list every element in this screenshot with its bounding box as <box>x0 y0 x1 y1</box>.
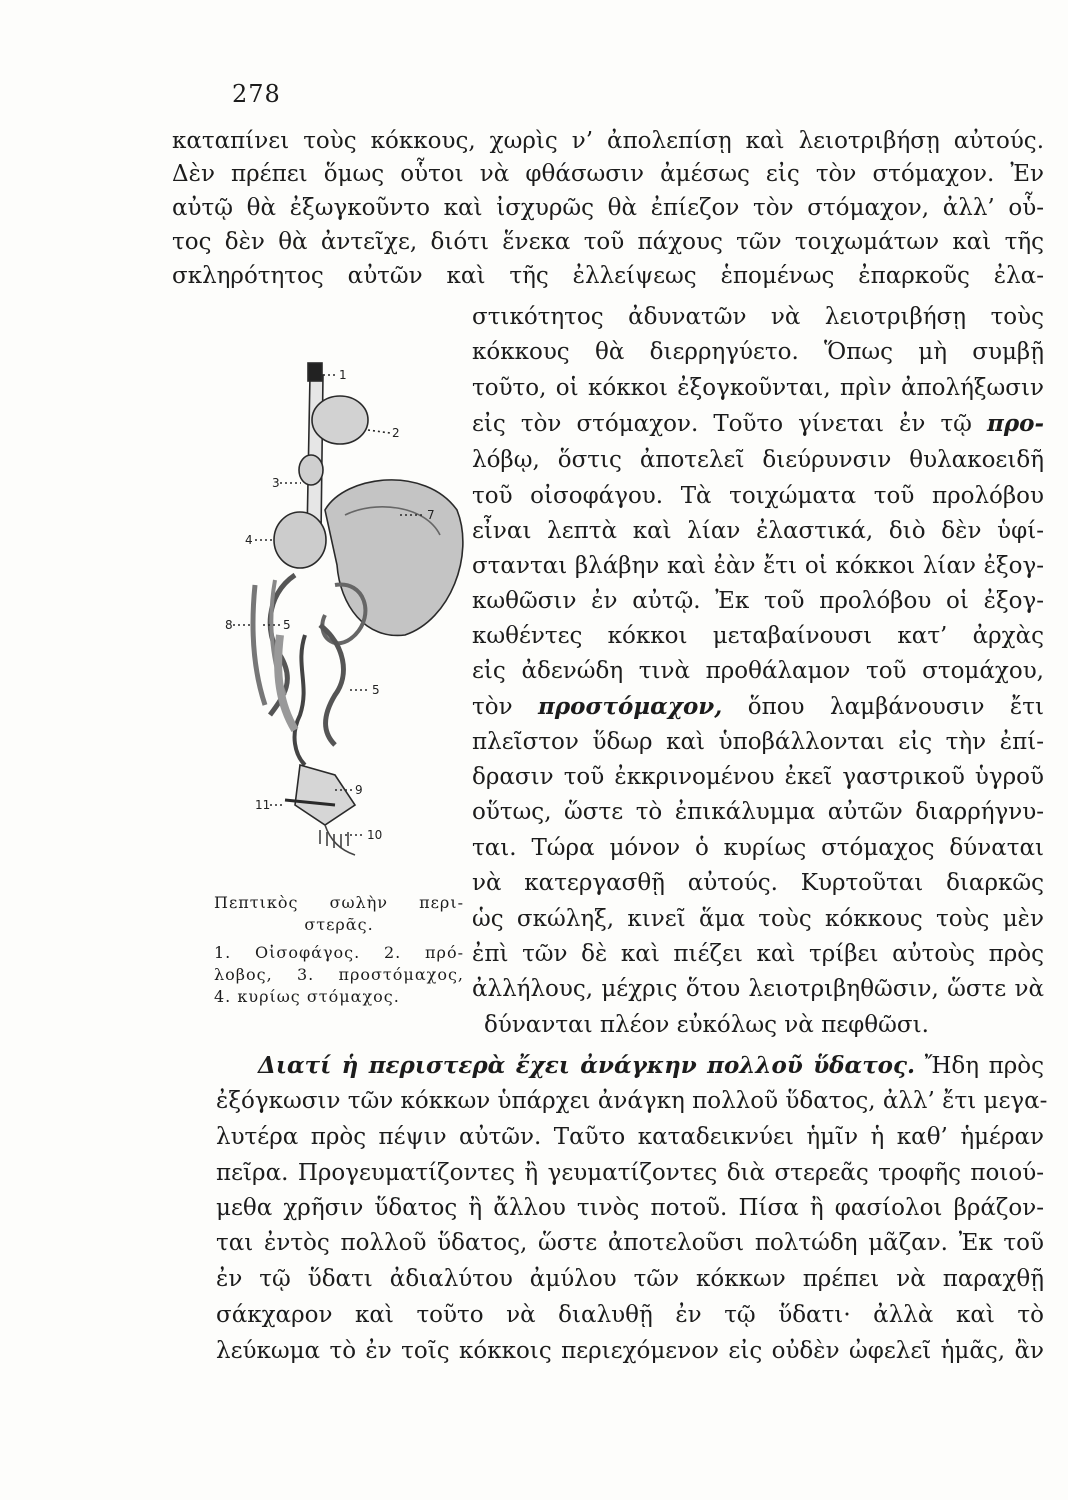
digestive-tract-figure <box>225 335 470 880</box>
text-line: ἐξόγκωσιν τῶν κόκκων ὑπάρχει ἀνάγκη πολλοῦ ὕδατος, ἀλλ’ ἔτι μεγα- <box>216 1088 1048 1114</box>
figure-label: 3 <box>272 476 280 490</box>
text-line: λυτέρα πρὸς πέψιν αὐτῶν. Ταῦτο καταδεικνύει ἡμῖν ἡ καθ’ ἡμέραν <box>216 1124 1044 1150</box>
text-line: σκληρότητος αὐτῶν καὶ τῆς ἐλλείψεως ἑπομένως ἐπαρκοῦς ἐλα- <box>172 263 1044 289</box>
text-line: αὐτῷ θὰ ἐξωγκοῦντο καὶ ἰσχυρῶς θὰ ἐπίεζον τὸν στόμαχον, ἀλλ’ οὗ- <box>172 195 1044 221</box>
text-segment: εἰς τὸν στόμαχον. Τοῦτο γίνεται ἐν τῷ <box>472 411 972 437</box>
figure-label: 4 <box>245 533 253 547</box>
text-line: ται ἐντὸς πολλοῦ ὕδατος, ὥστε ἀποτελοῦσι πολτώδη μᾶζαν. Ἐκ τοῦ <box>216 1230 1044 1256</box>
text-line: κόκκους θὰ διερρηγύετο. Ὅπως μὴ συμβῇ <box>472 339 1044 365</box>
figure-label: 11 <box>255 798 271 812</box>
section-heading-line <box>258 1051 1044 1081</box>
text-line: κωθῶσιν ἐν αὐτῷ. Ἐκ τοῦ προλόβου οἱ ἐξογ- <box>472 588 1044 614</box>
text-segment: ὅπου λαμβάνουσιν ἔτι <box>747 694 1044 720</box>
caption-line: 4. κυρίως στόμαχος. <box>214 987 400 1006</box>
figure-label: 8 <box>225 618 233 632</box>
text-line: Δὲν πρέπει ὅμως οὗτοι νὰ φθάσωσιν ἀμέσως εἰς τὸν στόμαχον. Ἐν <box>172 161 1044 187</box>
emphasized-term: προστόμαχον, <box>538 693 723 720</box>
text-line: νὰ κατεργασθῇ αὐτούς. Κυρτοῦται διαρκῶς <box>472 870 1044 896</box>
caption-line: λοβος, 3. προστόμαχος, <box>214 965 464 984</box>
text-line: στικότητος ἀδυνατῶν νὰ λειοτριβήσῃ τοὺς <box>472 304 1044 330</box>
text-line <box>472 409 1044 439</box>
caption-line: Πεπτικὸς σωλὴν περι- <box>214 893 464 912</box>
text-line: τος δὲν θὰ ἀντεῖχε, διότι ἕνεκα τοῦ πάχους τῶν τοιχωμάτων καὶ τῆς <box>172 229 1044 255</box>
figure-label: 10 <box>367 828 383 842</box>
text-line <box>472 692 1044 722</box>
text-line: μεθα χρῆσιν ὕδατος ἢ ἄλλου τινὸς ποτοῦ. Πίσα ἢ φασίολοι βράζον- <box>216 1195 1044 1221</box>
text-line: λεύκωμα τὸ ἐν τοῖς κόκκοις περιεχόμενον εἰς οὐδὲν ὠφελεῖ ἡμᾶς, ἂν <box>216 1338 1044 1364</box>
figure-label: 9 <box>355 783 363 797</box>
caption-line: 1. Οἰσοφάγος. 2. πρό- <box>214 943 464 962</box>
text-line: ται. Τώρα μόνον ὁ κυρίως στόμαχος δύναται <box>472 835 1044 861</box>
text-line: εἶναι λεπτὰ καὶ λίαν ἐλαστικά, διὸ δὲν ὑφί- <box>472 518 1044 544</box>
text-segment: τὸν <box>472 694 513 720</box>
text-line: ὡς σκώληξ, κινεῖ ἅμα τοὺς κόκκους τοὺς μὲν <box>472 906 1044 932</box>
figure-label: 5 <box>283 618 291 632</box>
text-line: τοῦ οἰσοφάγου. Τὰ τοιχώματα τοῦ προλόβου <box>472 483 1044 509</box>
figure-label: 5 <box>372 683 380 697</box>
digestive-tract-illustration <box>225 335 470 880</box>
figure-caption <box>214 892 464 1008</box>
text-line: δρασιν τοῦ ἐκκρινομένου ἐκεῖ γαστρικοῦ ὑγροῦ <box>472 764 1044 790</box>
text-line: δύνανται πλέον εὐκόλως νὰ πεφθῶσι. <box>484 1012 929 1038</box>
section-heading: Διατί ἡ περιστερὰ ἔχει ἀνάγκην πολλοῦ ὕδατος. <box>258 1052 916 1079</box>
text-line: κωθέντες κόκκοι μεταβαίνουσι κατ’ ἀρχὰς <box>472 623 1044 649</box>
text-line: ἐπὶ τῶν δὲ καὶ πιέζει καὶ τρίβει αὐτοὺς πρὸς <box>472 941 1044 967</box>
text-line: στανται βλάβην καὶ ἐὰν ἔτι οἱ κόκκοι λίαν ἐξογ- <box>472 553 1044 579</box>
figure-label: 1 <box>339 368 347 382</box>
caption-line: στερᾶς. <box>304 915 374 934</box>
text-line: ἐν τῷ ὕδατι ἀδιαλύτου ἀμύλου τῶν κόκκων πρέπει νὰ παραχθῇ <box>216 1266 1044 1292</box>
text-line: λόβῳ, ὅστις ἀποτελεῖ διεύρυνσιν θυλακοειδῆ <box>472 447 1044 473</box>
emphasized-term: προ- <box>986 410 1045 437</box>
text-line: οὕτως, ὥστε τὸ ἐπικάλυμμα αὐτῶν διαρρήγνυ- <box>472 799 1044 825</box>
figure-label: 2 <box>392 426 400 440</box>
text-line: καταπίνει τοὺς κόκκους, χωρὶς ν’ ἀπολεπίσῃ καὶ λειοτριβήσῃ αὐτούς. <box>172 128 1044 154</box>
text-line: σάκχαρον καὶ τοῦτο νὰ διαλυθῇ ἐν τῷ ὕδατι· ἀλλὰ καὶ τὸ <box>216 1302 1044 1328</box>
text-line: ἀλλήλους, μέχρις ὅτου λειοτριβηθῶσιν, ὥστε νὰ <box>472 976 1044 1002</box>
text-segment: Ἤδη πρὸς <box>924 1053 1045 1079</box>
text-line: πεῖρα. Προγευματίζοντες ἢ γευματίζοντες διὰ στερεᾶς τροφῆς ποιού- <box>216 1160 1044 1186</box>
text-line: εἰς ἀδενώδη τινὰ προθάλαμον τοῦ στομάχου, <box>472 658 1044 684</box>
page-number: 278 <box>232 80 281 108</box>
text-line: τοῦτο, οἱ κόκκοι ἐξογκοῦνται, πρὶν ἀπολήξωσιν <box>472 375 1044 401</box>
figure-label: 7 <box>427 508 435 522</box>
text-line: πλεῖστον ὕδωρ καὶ ὑποβάλλονται εἰς τὴν ἐπί- <box>472 729 1044 755</box>
